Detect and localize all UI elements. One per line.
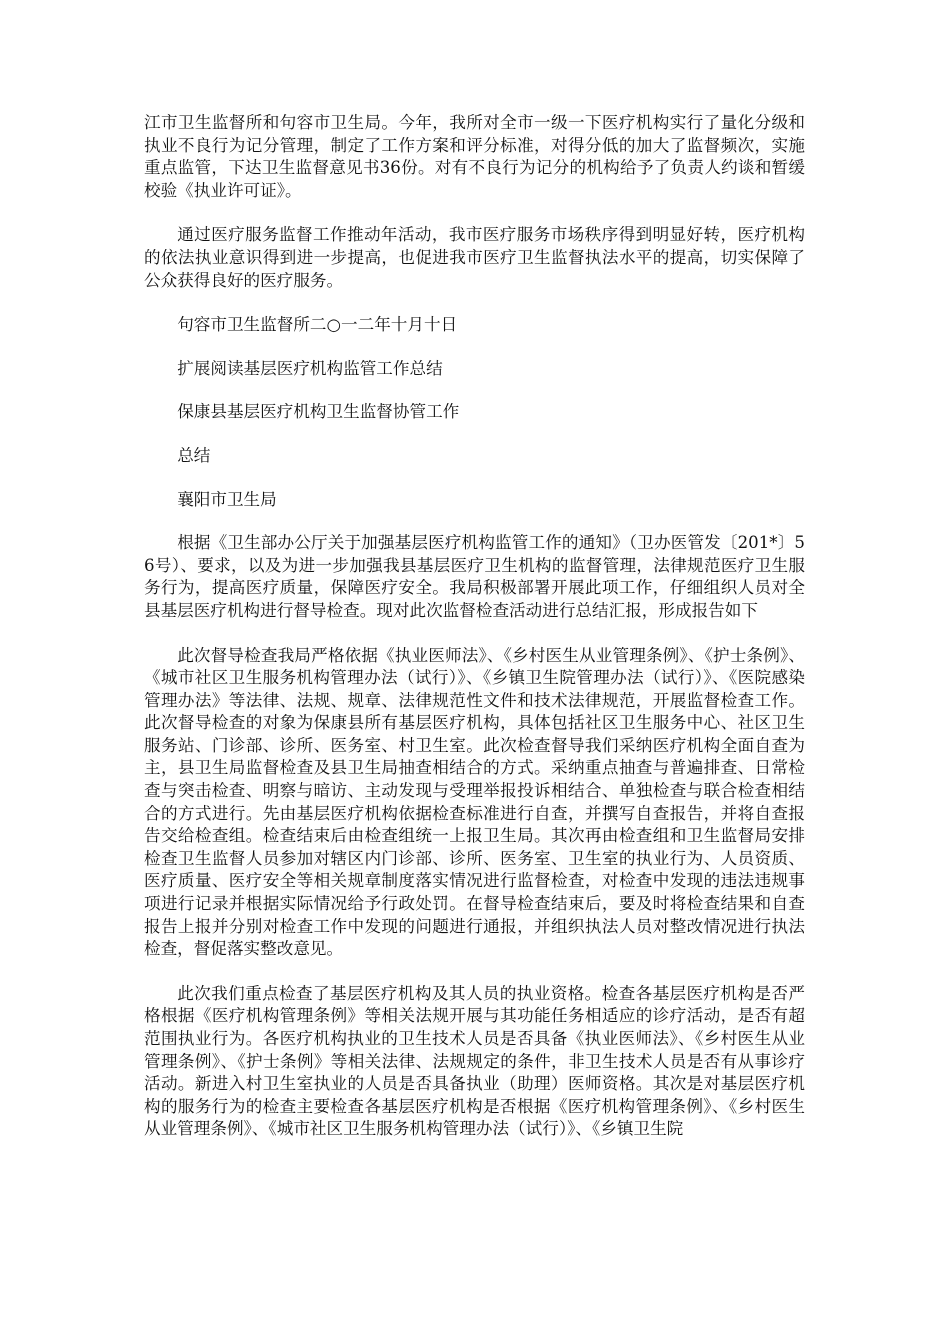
extended-reading-heading: 扩展阅读基层医疗机构监管工作总结 <box>177 358 443 378</box>
issuing-authority: 襄阳市卫生局 <box>177 489 277 509</box>
document-page <box>144 112 805 1163</box>
report-title-line-2: 总结 <box>177 445 211 465</box>
paragraph-inspection-focus: 此次我们重点检查了基层医疗机构及其人员的执业资格。检查各基层医疗机构是否严格根据《医疗机构管理条例》等相关法规开展与其功能任务相适应的诊疗活动，是否有超范围执业行为。各医疗机构执业的卫生技术人员是否具备《执业医师法》、《乡村医生从业管理条例》、《护士条例》等相关法律、法规规定的条件，非卫生技术人员是否有从事诊疗活动。新进入村卫生室执业的人员是否具备执业（助理）医师资格。其次是对基层医疗机构的服务行为的检查主要检查各基层医疗机构是否根据《医疗机构管理条例》、《乡村医生从业管理条例》、《城市社区卫生服务机构管理办法（试行）》、《乡镇卫生院 <box>144 983 805 1139</box>
report-title-line-1: 保康县基层医疗机构卫生监督协管工作 <box>177 402 460 422</box>
paragraph-inspection-basis: 此次督导检查我局严格依据《执业医师法》、《乡村医生从业管理条例》、《护士条例》、《城市社区卫生服务机构管理办法（试行）》、《乡镇卫生院管理办法（试行）》、《医院感染管理办法》等法律、法规、规章、法律规范性文件和技术法律规范，开展监督检查工作。此次督导检查的对象为保康县所有基层医疗机构，具体包括社区卫生服务中心、社区卫生服务站、门诊部、诊所、医务室、村卫生室。此次检查督导我们采纳医疗机构全面自查为主，县卫生局监督检查及县卫生局抽查相结合的方式。采纳重点抽查与普遍排查、日常检查与突击检查、明察与暗访、主动发现与受理举报投诉相结合、单独检查与联合检查相结合的方式进行。先由基层医疗机构依据检查标准进行自查，并撰写自查报告，并将自查报告交给检查组。检查结束后由检查组统一上报卫生局。其次再由检查组和卫生监督局安排检查卫生监督人员参加对辖区内门诊部、诊所、医务室、卫生室的执业行为、人员资质、医疗质量、医疗安全等相关规章制度落实情况进行监督检查，对检查中发现的违法违规事项进行记录并根据实际情况给予行政处罚。在督导检查结束后，要及时将检查结果和自查报告上报并分别对检查工作中发现的问题进行通报，并组织执法人员对整改情况进行执法检查，督促落实整改意见。 <box>144 645 805 959</box>
paragraph-summary: 通过医疗服务监督工作推动年活动，我市医疗服务市场秩序得到明显好转，医疗机构的依法执业意识得到进一步提高，也促进我市医疗卫生监督执法水平的提高，切实保障了公众获得良好的医疗服务。 <box>144 225 805 290</box>
paragraph-background: 根据《卫生部办公厅关于加强基层医疗机构监管工作的通知》（卫办医管发〔201*〕56号）、要求，以及为进一步加强我县基层医疗卫生机构的监督管理，法律规范医疗卫生服务行为，提高医疗质量，保障医疗安全。我局积极部署开展此项工作，仔细组织人员对全县基层医疗机构进行督导检查。现对此次监督检查活动进行总结汇报，形成报告如下 <box>144 533 805 620</box>
signature-date-line: 句容市卫生监督所二○一二年十月十日 <box>177 315 458 335</box>
paragraph-continuation: 江市卫生监督所和句容市卫生局。今年，我所对全市一级一下医疗机构实行了量化分级和执业不良行为记分管理，制定了工作方案和评分标准，对得分低的加大了监督频次，实施重点监管，下达卫生监督意见书36份。对有不良行为记分的机构给予了负责人约谈和暂缓校验《执业许可证》。 <box>144 113 805 200</box>
